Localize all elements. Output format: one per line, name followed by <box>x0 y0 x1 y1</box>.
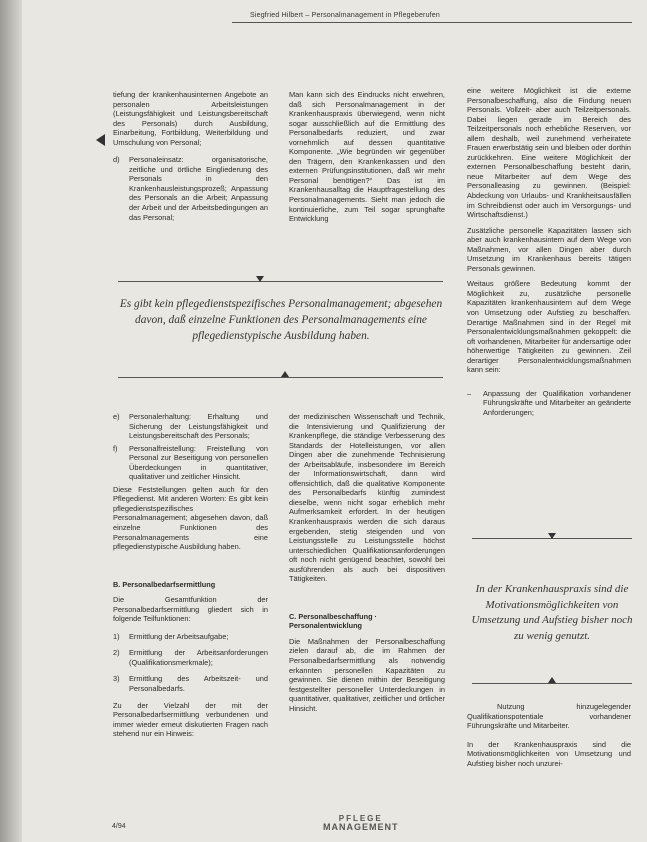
column-1-bottom <box>113 412 268 742</box>
list-item <box>113 674 268 693</box>
column-2-bottom <box>289 412 445 716</box>
quote-triangle-down-icon <box>548 533 556 539</box>
column-1-top <box>113 90 268 225</box>
list-marker: d) <box>113 155 120 165</box>
list-text: Ermittlung des Arbeitszeit- und Personalbedarfs. <box>129 674 268 694</box>
list-marker: – <box>467 388 472 398</box>
quote-triangle-up-icon <box>548 677 556 683</box>
section-heading-c: C. Personalbeschaffung · Personalentwicklung <box>289 611 377 631</box>
pull-quote-1: Es gibt kein pflegedienstspezifisches Personalmanagement; abgesehen davon, daß einzelne Funktionen des Personalmanagements eine pflegedienstypische Ausbildung haben. <box>119 298 443 342</box>
list-marker: f) <box>113 443 118 453</box>
paragraph: Zu der Vielzahl der mit der Personalbedarfsermittlung verbundenen und immer wieder erneut diskutierten Fragen nach stehend nur ein Hinweis: <box>113 700 268 739</box>
pull-quote-2: In der Krankenhauspraxis sind die Motivationsmöglichkeiten von Umsetzung und Aufstieg bisher noch zu wenig genutzt. <box>471 583 633 642</box>
list-text: Personaleinsatz: organisatorische, zeitliche und örtliche Eingliederung des Personals in den Krankenhausleistungsprozeß; Anpassung des Personals an die Arbeit; Anpassung der Arbeit und der Arbeitsbedingungen an das Personal; <box>129 155 268 222</box>
list-item <box>113 444 268 482</box>
list-marker: 1) <box>113 631 120 641</box>
list-text: Ermittlung der Arbeitsaufgabe; <box>129 631 229 641</box>
paragraph: Zusätzliche personelle Kapazitäten lassen sich aber auch krankenhausintern auf dem Wege von Maßnahmen, vor allen Dingen aber durch Umsetzung im Krankenhaus bereits tätigen Personals gewinnen. <box>467 225 631 273</box>
quote-rule-bottom <box>118 377 443 378</box>
list-text: Personalfreistellung: Freistellung von Personal zur Beseitigung von personellen Überdeckungen in quantitativer, qualitativer und zeitlicher Hinsicht. <box>129 443 268 482</box>
paragraph: Die Gesamtfunktion der Personalbedarfsermittlung gliedert sich in folgende Teilfunktionen: <box>113 595 268 624</box>
paragraph: In der Krankenhauspraxis sind die Motivationsmöglichkeiten von Umsetzung und Aufstieg bisher noch unzurei- <box>467 739 631 768</box>
list-text: Personalerhaltung: Erhaltung und Sicherung der Leistungsfähigkeit und Leistungsbereitschaft des Personals; <box>129 412 268 441</box>
column-3-bottom <box>467 702 631 771</box>
column-3 <box>467 86 631 421</box>
header-rule <box>232 22 632 23</box>
list-item <box>467 389 631 418</box>
list-item <box>113 632 268 642</box>
journal-logo <box>323 814 399 832</box>
issue-number: 4/94 <box>112 823 126 830</box>
quote-triangle-down-icon <box>256 276 264 282</box>
quote-rule-bottom <box>472 683 632 684</box>
paragraph: Man kann sich des Eindrucks nicht erwehren, daß sich Personalmanagement in der Krankenhauspraxis überwiegend, wenn nicht sogar ausschließlich auf die Ermittlung des Personalbedarfs reduziert, und zwar vornehmlich auf dessen quantitative Komponente. „Wie begründen wir gegenüber den Trägern, den Krankenkassen und den externen Prüfungsinstitutionen, daß wir mehr Personal benötigen?“ Das ist im Krankenhausalltag die Hauptfragestellung des Personalmanagements. Sieht man jedoch die kontinuierliche, zum Teil sogar sprunghafte Entwicklung <box>289 90 445 224</box>
quote-rule-top <box>118 281 443 282</box>
margin-arrow-icon <box>96 134 105 146</box>
list-marker: e) <box>113 412 120 421</box>
paragraph: Nutzung hinzugelegender Qualifikationspotentiale vorhandener Führungskräfte und Mitarbeiter. <box>467 702 631 731</box>
paragraph: Diese Feststellungen gelten auch für den Pflegedienst. Mit anderen Worten: Es gibt kein pflegedienstspezifisches Personalmanagement; abgesehen davon, daß einzelne Funktionen des Personalmanagements eine pflegedienstypische Ausbildung haben. <box>113 484 268 552</box>
logo-line-2: MANAGEMENT <box>323 822 399 832</box>
list-marker: 2) <box>113 648 120 658</box>
list-item <box>113 648 268 667</box>
paragraph: Die Maßnahmen der Personalbeschaffung zielen darauf ab, die im Rahmen der Personalbedarfsermittlung als notwendig erkannten personellen Kapazitäten zu gewinnen. Sie dienen mithin der Beseitigung festgestellter personeller Unterdeckungen in quantitativer, qualitativer, zeitlicher und örtlicher Hinsicht. <box>289 636 445 713</box>
list-text: Anpassung der Qualifikation vorhandener Führungskräfte und Mitarbeiter an geänderte Anforderungen; <box>483 388 631 417</box>
quote-triangle-up-icon <box>281 371 289 377</box>
list-item <box>113 155 268 222</box>
paragraph: eine weitere Möglichkeit ist die externe Personalbeschaffung, also die Findung neuen Personals. Vollzeit- aber auch Teilzeitpersonals. Dabei liegen gerade im Bereich des Teilzeitpersonals noch erhebliche Reserven, vor allem deshalb, weil zunehmend verheiratete Frauen erwerbstätig sein und bleiben oder dorthin zurückkehren. Eine weitere Möglichkeit der externen Personalbeschaffung besteht darin, neue Mitarbeiter auf dem Wege des Personalleasing zu gewinnen. (Beispiel: Abdeckung von Urlaubs- und Krankheitsausfällen im Schreibdienst oder auch im Versorgungs- und Wirtschaftsdienst.) <box>467 86 631 220</box>
column-2-top <box>289 90 445 227</box>
paragraph: tiefung der krankenhausinternen Angebote an personalen Arbeitsleistungen (Leistungsfähigkeit und Leistungsbereitschaft des Personals) durch Ausbildung, Einarbeitung, Fortbildung, Weiterbildung und Umschulung von Personal; <box>113 90 268 147</box>
logo-line-1: PFLEGE <box>338 814 383 823</box>
list-marker: 3) <box>113 674 120 684</box>
page-shadow <box>0 0 22 842</box>
list-item <box>113 412 268 441</box>
list-text: Ermittlung der Arbeitsanforderungen (Qualifikationsmerkmale); <box>129 648 268 667</box>
running-header: Siegfried Hilbert – Personalmanagement in Pflegeberufen <box>250 12 440 19</box>
paragraph: Weitaus größere Bedeutung kommt der Möglichkeit zu, zusätzliche personelle Kapazitäten krankenhausintern auf dem Wege von Umsetzung oder Aufstieg zu beschaffen. Derartige Maßnahmen sind in der Regel mit Personalentwicklungsmaßnahmen gekoppelt: die oft vorhandenen, Mitarbeiter für andersartige oder höherwertige Tätigkeiten zu gewinnen. Zeil derartiger Personalentwicklungsmaßnahmen kann sein: <box>467 279 631 375</box>
paragraph: der medizinischen Wissenschaft und Technik, die Intensivierung und Qualifizierung der Krankenpflege, die ständige Verbesserung des Standards der Hotelleistungen, vor allen Dingen aber die zunehmende Technisierung der Arbeitsabläufe, insbesondere im Bereich der Informationswirtschaft, dann wird offensichtlich, daß die qualitative Komponente des Personalbedarfs künftig zumindest dieselbe, wenn nicht sogar erheblich mehr Aufmerksamkeit erfordert. In der heutigen Krankenhauspraxis werden die sich daraus ergebenden, stetig steigenden und von Leistungsstelle zu Leistungsstelle höchst unterschiedlichen Qualifikationsanforderungen oft noch nicht genügend beachtet, sowohl bei ausführenden als auch bei dispositiven Tätigkeiten. <box>289 412 445 584</box>
section-heading-b: B. Personalbedarfsermittlung <box>113 579 216 589</box>
